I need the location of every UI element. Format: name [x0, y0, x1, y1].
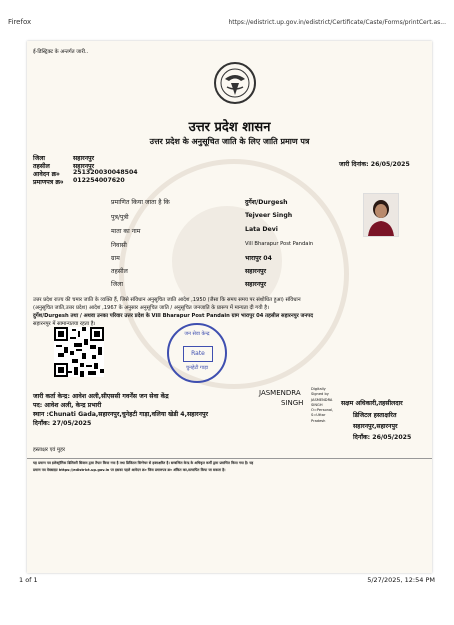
field-value: Lata Devi: [245, 226, 278, 233]
issuer-line: स्थान :Chunati Gada,सहारनपुर,चुनेहटी गाड़ा,वलिया खेडी 4,सहारनपुर: [33, 411, 209, 418]
meta-label-application: आवेदन क्र०: [33, 171, 60, 178]
seal-bottom-text: चुनहेटी गाड़ा: [185, 365, 209, 371]
footer-divider: [27, 458, 432, 459]
field-value: Tejveer Singh: [245, 212, 293, 219]
certify-value: दुर्गेश/Durgesh: [245, 199, 288, 206]
field-value: Vill Bharapur Post Pandain: [245, 241, 314, 247]
applicant-photo: [363, 193, 399, 237]
certify-label: प्रमाणित किया जाता है कि: [111, 199, 170, 206]
up-emblem-icon: [213, 61, 257, 105]
officer-line: दिनाँक: 26/05/2025: [353, 434, 412, 441]
meta-label-district: जिला: [33, 155, 45, 162]
seal-top-text: जन सेवा केन्द्र: [184, 331, 210, 337]
officer-line: सहारनपुर,सहारनपुर: [353, 423, 398, 430]
govt-title: उत्तर प्रदेश शासन: [188, 120, 271, 135]
top-note: ई-डिस्ट्रिक्ट के अन्तर्गत जारी..: [33, 49, 89, 55]
sign-detail: Digitally: [311, 387, 326, 391]
body-line-3: दुर्गेश/Durgesh तथा / अथवा उनका परिवार उत्तर प्रदेश के Vill Bharapur Post Pandain ग्राम भारापुर 04 तहसील सहारनपुर जनपद: [33, 313, 313, 319]
issuer-line: जारी कर्ता केन्द्र: आवेश अली,सीएससी गवर्नेंस जन सेवा केंद्र: [33, 393, 169, 400]
stamp-label: हस्ताक्षर एवं मुहर: [33, 447, 65, 453]
browser-name: Firefox: [8, 18, 32, 26]
sign-detail: SINGH: [311, 402, 323, 407]
qr-code: [54, 327, 104, 377]
officer-line: डिजिटल हस्ताक्षरित: [353, 412, 397, 419]
meta-value-district: सहारनपुर: [73, 155, 95, 162]
field-value: भारापुर 04: [245, 255, 272, 262]
seal-signature: Rate: [183, 346, 213, 362]
footer-note-line-1: यह प्रमाण पत्र इलेक्ट्रॉनिक डिलिवरी सिस्टम द्वारा तैयार किया गया है तथा डिजिटल सिग्नेचर से हस्ताक्षरित है। सम्बन्धित केन्द्र के अधिकृत कर्मी द्वारा प्रमाणित किया गया है। यह: [33, 461, 254, 465]
issue-date: जारी दिनांक: 26/05/2025: [339, 161, 410, 168]
certificate-subtitle: उत्तर प्रदेश के अनुसूचित जाति के लिए जाति प्रमाण पत्र: [149, 137, 310, 146]
field-value: सहारनपुर: [245, 281, 267, 288]
sign-detail: JASMENDRA: [311, 397, 333, 402]
signer-name-line-2: SINGH: [281, 399, 304, 407]
body-line-2: (अनुसूचित जाति,उत्तर प्रदेश) आदेश ,1967 के अनुसार अनुसूचित जाति / अनुसूचित जनजाति के प्रारूप में मान्यता दी गयी है।: [33, 305, 269, 311]
footer-note-line-2: प्रमाण पत्र वेबसाइट https://edistrict.up.gov.in पर इसका पहले आवेदन क्र० जिस प्रमाणपत्र क्र० अंकित कर,सत्यापित किया जा सकता है।: [33, 468, 226, 472]
field-value: सहारनपुर: [245, 268, 267, 275]
body-line-4: सहारनपुर में सामान्यतया रहता है।: [33, 321, 96, 327]
page-count: 1 of 1: [19, 576, 38, 584]
signer-name-line-1: JASMENDRA: [259, 389, 301, 397]
sign-detail: O=Personal,: [311, 408, 334, 413]
field-label: जिला: [111, 281, 123, 288]
sign-detail: Signed by: [311, 392, 329, 397]
print-datetime: 5/27/2025, 12:54 PM: [367, 576, 435, 584]
sign-detail: S=Uttar: [311, 413, 326, 418]
issuer-line: पद: आवेश अली, केन्द्र प्रभारी: [33, 402, 102, 409]
certificate-sheet: [27, 41, 432, 573]
field-label: निवासी: [111, 242, 127, 249]
body-line-1: उत्तर प्रदेश राज्य की चमार जाति के व्यक्ति हैं, जिसे संविधान अनुसूचित जाति आदेश ,1950 (जैसा कि समय समय पर संशोधित हुआ) संविधान: [33, 297, 301, 303]
field-label: तहसील: [111, 268, 128, 275]
field-label: पुत्र/पुत्री: [111, 214, 129, 221]
sign-detail: Pradesh: [311, 418, 326, 423]
meta-label-tehsil: तहसील: [33, 163, 50, 170]
meta-label-certificate-no: प्रमाणपत्र क्र०: [33, 179, 64, 186]
digital-sign-details: [311, 387, 333, 424]
officer-title: सक्षम अधिकारी,तहसीलदार: [341, 400, 403, 407]
meta-value-certificate-no: 012254007620: [73, 177, 125, 184]
field-label: ग्राम: [111, 255, 120, 262]
meta-value-tehsil: सहारनपुर: [73, 163, 95, 170]
field-label: माता का नाम: [111, 228, 141, 235]
issuer-line: दिनाँक: 27/05/2025: [33, 420, 92, 427]
print-url: https://edistrict.up.gov.in/edistrict/Certificate/Caste/Forms/printCert.as...: [228, 19, 446, 26]
jan-seva-kendra-seal: [167, 323, 227, 383]
meta-value-application: 251320030048504: [73, 169, 138, 176]
